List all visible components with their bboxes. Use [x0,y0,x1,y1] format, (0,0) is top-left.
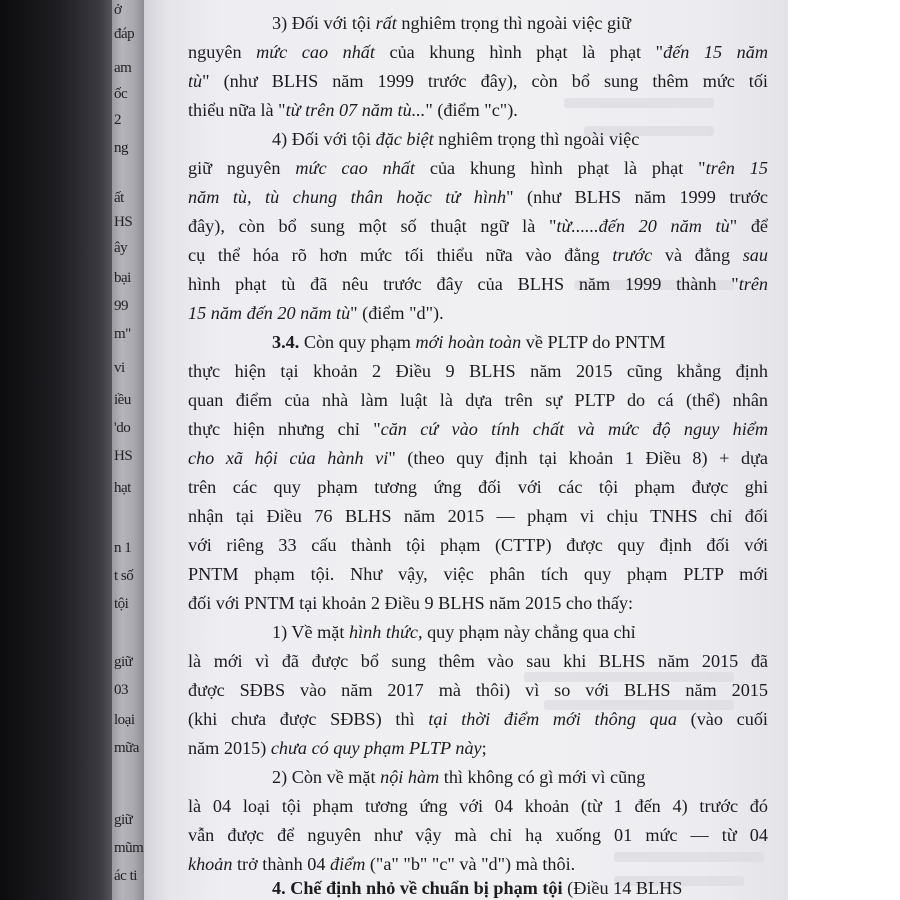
prev-page-fragment: t số [114,568,134,584]
text-line: 3.4. Còn quy phạm mới hoàn toàn về PLTP do PNTM [272,332,666,352]
text-line: nhận tại Điều 76 BLHS năm 2015 — phạm vi chịu TNHS chỉ đối [188,506,768,526]
prev-page-fragment: mữa [114,740,139,756]
prev-page-fragment: ng [114,140,128,156]
text-line: 2) Còn về mặt nội hàm thì không có gì mới vì cũng [272,767,646,787]
text-line: năm tù, tù chung thân hoặc tử hình" (như BLHS năm 1999 trước [188,187,768,207]
text-line: 3) Đối với tội rất nghiêm trọng thì ngoài việc giữ [272,13,631,33]
prev-page-fragment: bại [114,270,131,286]
text-line: nguyên mức cao nhất của khung hình phạt là phạt "đến 15 năm [188,42,768,62]
prev-page-fragment: HS [114,448,133,464]
text-line: (khi chưa được SĐBS) thì tại thời điểm mới thông qua (vào cuối [188,709,768,729]
prev-page-fragment: loại [114,712,135,728]
prev-page-fragment: đáp [114,26,135,42]
prev-page-fragment: ây [114,240,128,256]
text-line: đối với PNTM tại khoản 2 Điều 9 BLHS năm 2015 cho thấy: [188,593,634,613]
prev-page-fragment: 99 [114,298,128,314]
prev-page-fragment: hạt [114,480,131,496]
prev-page-fragment: mũm [114,840,144,856]
book-spine-shadow [0,0,112,900]
text-line: khoản trở thành 04 điểm ("a" "b" "c" và "d") mà thôi. [188,854,576,874]
text-line: thực hiện tại khoản 2 Điều 9 BLHS năm 2015 cũng khẳng định [188,361,768,381]
text-line: năm 2015) chưa có quy phạm PLTP này; [188,738,487,758]
background-white [788,0,900,900]
prev-page-fragment: ở [114,2,122,18]
prev-page-fragment: giữ [114,812,133,828]
text-line: được SĐBS vào năm 2017 mà thôi) vì so với BLHS năm 2015 [188,680,768,700]
text-line: là 04 loại tội phạm tương ứng với 04 khoản (từ 1 đến 4) trước đó [188,796,768,816]
section-heading-line: 4. Chế định nhỏ về chuẩn bị phạm tội (Điều 14 BLHS [272,878,683,898]
text-line: là mới vì đã được bổ sung thêm vào sau khi BLHS năm 2015 đã [188,651,768,671]
prev-page-fragment: HS [114,214,133,230]
text-line: thực hiện nhưng chỉ "căn cứ vào tính chất và mức độ nguy hiểm [188,419,768,439]
prev-page-fragment: 'do [114,420,131,436]
prev-page-fragment: ất [114,190,124,206]
text-line: 1) Về mặt hình thức, quy phạm này chẳng qua chỉ [272,622,636,642]
text-line: tù" (như BLHS năm 1999 trước đây), còn bổ sung thêm mức tối [188,71,768,91]
prev-page-fragment: giữ [114,654,133,670]
prev-page-fragment: ốc [114,86,128,102]
prev-page-fragment: vi [114,360,125,376]
prev-page-fragment: n 1 [114,540,132,556]
prev-page-fragment: 2 [114,112,121,128]
text-line: cho xã hội của hành vi" (theo quy định tại khoản 1 Điều 8) + dựa [188,448,768,468]
prev-page-fragment: ác ti [114,868,137,884]
prev-page-fragment: iều [114,392,131,408]
previous-page-edge [112,0,144,900]
text-line: vẫn được để nguyên như vậy mà chỉ hạ xuống 01 mức — từ 04 [188,825,768,845]
text-line: thiểu nữa là "từ trên 07 năm tù..." (điểm "c"). [188,100,518,120]
text-line: đây), còn bổ sung một số thuật ngữ là "từ......đến 20 năm tù" để [188,216,768,236]
prev-page-fragment: tội [114,596,129,612]
prev-page-fragment: 03 [114,682,128,698]
text-line: với riêng 33 cấu thành tội phạm (CTTP) được quy định đối với [188,535,768,555]
text-line: giữ nguyên mức cao nhất của khung hình phạt là phạt "trên 15 [188,158,768,178]
prev-page-fragment: am [114,60,132,76]
book-page [144,0,788,900]
text-line: 15 năm đến 20 năm tù" (điểm "d"). [188,303,444,323]
text-line: trên các quy phạm tương ứng đối với các tội phạm được ghi [188,477,768,497]
prev-page-fragment: m" [114,326,131,342]
text-line: PNTM phạm tội. Như vậy, việc phân tích quy phạm PLTP mới [188,564,768,584]
text-line: cụ thể hóa rõ hơn mức tối thiểu nữa vào đằng trước và đằng sau [188,245,768,265]
text-line: 4) Đối với tội đặc biệt nghiêm trọng thì ngoài việc [272,129,640,149]
text-line: hình phạt tù đã nêu trước đây của BLHS năm 1999 thành "trên [188,274,768,294]
text-line: quan điểm của nhà làm luật là dựa trên sự PLTP do cá (thể) nhân [188,390,768,410]
